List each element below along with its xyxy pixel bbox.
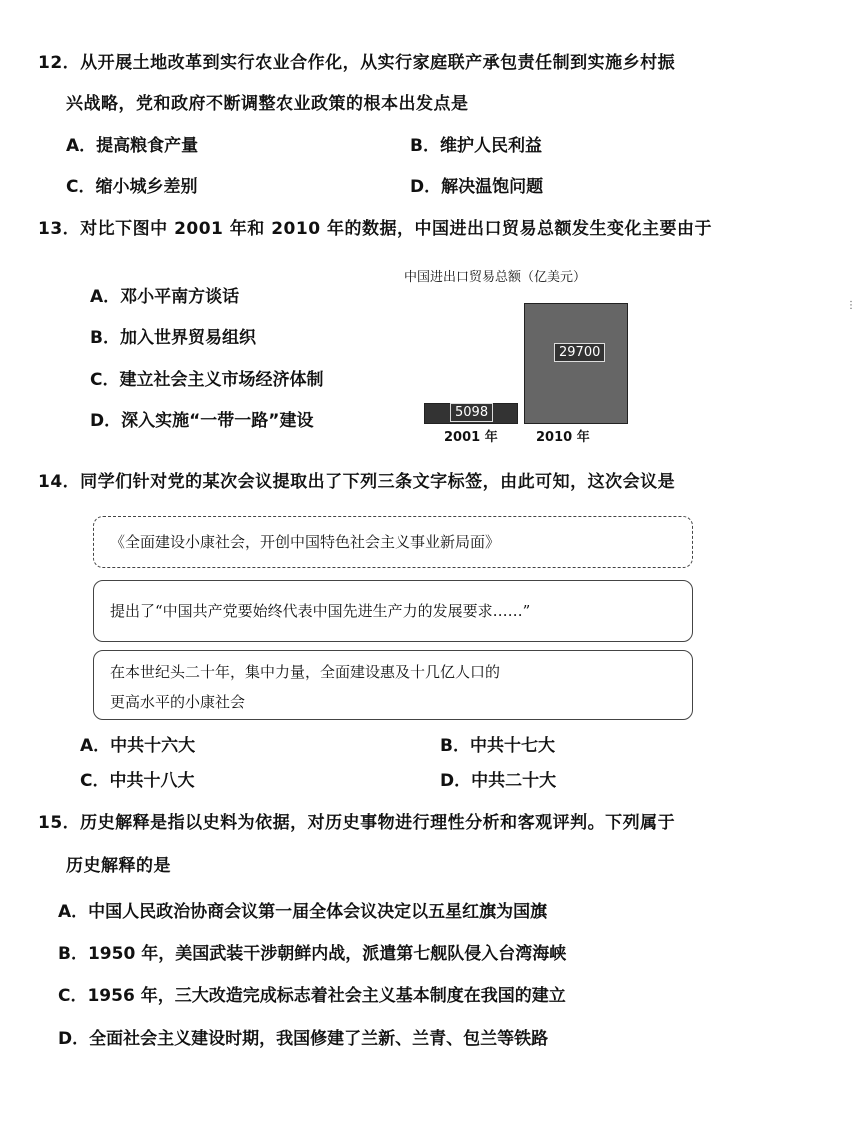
trade-bar-chart bbox=[420, 284, 640, 444]
q13-option-b: B．加入世界贸易组织 bbox=[90, 328, 256, 348]
q13-option-c: C．建立社会主义市场经济体制 bbox=[90, 370, 324, 390]
bar-value-label-0: 5098 bbox=[450, 403, 493, 422]
label-box-3-text-line1: 在本世纪头二十年，集中力量，全面建设惠及十几亿人口的 bbox=[110, 663, 501, 681]
bar-value-label-1: 29700 bbox=[554, 343, 605, 362]
q12-line1: 12．从开展土地改革到实行农业合作化，从实行家庭联产承包责任制到实施乡村振 bbox=[38, 53, 676, 73]
label-box-2 bbox=[93, 580, 693, 642]
q12-option-b: B．维护人民利益 bbox=[410, 136, 542, 156]
x-tick-label-1: 2010 年 bbox=[536, 430, 590, 445]
q15-option-d: D．全面社会主义建设时期，我国修建了兰新、兰青、包兰等铁路 bbox=[58, 1029, 549, 1049]
q14-line1: 14．同学们针对党的某次会议提取出了下列三条文字标签，由此可知，这次会议是 bbox=[38, 472, 676, 492]
margin-mark: ⋮ bbox=[846, 300, 856, 311]
q15-option-b: B．1950 年，美国武装干涉朝鲜内战，派遣第七舰队侵入台湾海峡 bbox=[58, 944, 567, 964]
q13-line1: 13．对比下图中 2001 年和 2010 年的数据，中国进出口贸易总额发生变化主要由于 bbox=[38, 219, 712, 239]
x-tick-label-0: 2001 年 bbox=[444, 430, 498, 445]
label-box-1 bbox=[93, 516, 693, 568]
q12-option-a: A．提高粮食产量 bbox=[66, 136, 199, 156]
label-box-3 bbox=[93, 650, 693, 720]
q15-line2: 历史解释的是 bbox=[66, 856, 171, 876]
q14-option-b: B．中共十七大 bbox=[440, 736, 555, 756]
q15-option-a: A．中国人民政治协商会议第一届全体会议决定以五星红旗为国旗 bbox=[58, 902, 548, 922]
q14-option-d: D．中共二十大 bbox=[440, 771, 557, 791]
bar-1 bbox=[524, 303, 628, 424]
label-box-1-text: 《全面建设小康社会，开创中国特色社会主义事业新局面》 bbox=[110, 533, 501, 551]
q14-option-c: C．中共十八大 bbox=[80, 771, 195, 791]
q13-option-d: D．深入实施“一带一路”建设 bbox=[90, 411, 314, 431]
label-box-3-text-line2: 更高水平的小康社会 bbox=[110, 693, 246, 711]
q12-option-c: C．缩小城乡差别 bbox=[66, 177, 198, 197]
q15-option-c: C．1956 年，三大改造完成标志着社会主义基本制度在我国的建立 bbox=[58, 986, 566, 1006]
q14-option-a: A．中共十六大 bbox=[80, 736, 196, 756]
q12-option-d: D．解决温饱问题 bbox=[410, 177, 544, 197]
chart-title: 中国进出口贸易总额（亿美元） bbox=[404, 270, 587, 285]
q13-option-a: A．邓小平南方谈话 bbox=[90, 287, 240, 307]
q12-line2: 兴战略，党和政府不断调整农业政策的根本出发点是 bbox=[66, 94, 469, 114]
q15-line1: 15．历史解释是指以史料为依据，对历史事物进行理性分析和客观评判。下列属于 bbox=[38, 813, 676, 833]
label-box-2-text: 提出了“中国共产党要始终代表中国先进生产力的发展要求……” bbox=[110, 602, 531, 620]
